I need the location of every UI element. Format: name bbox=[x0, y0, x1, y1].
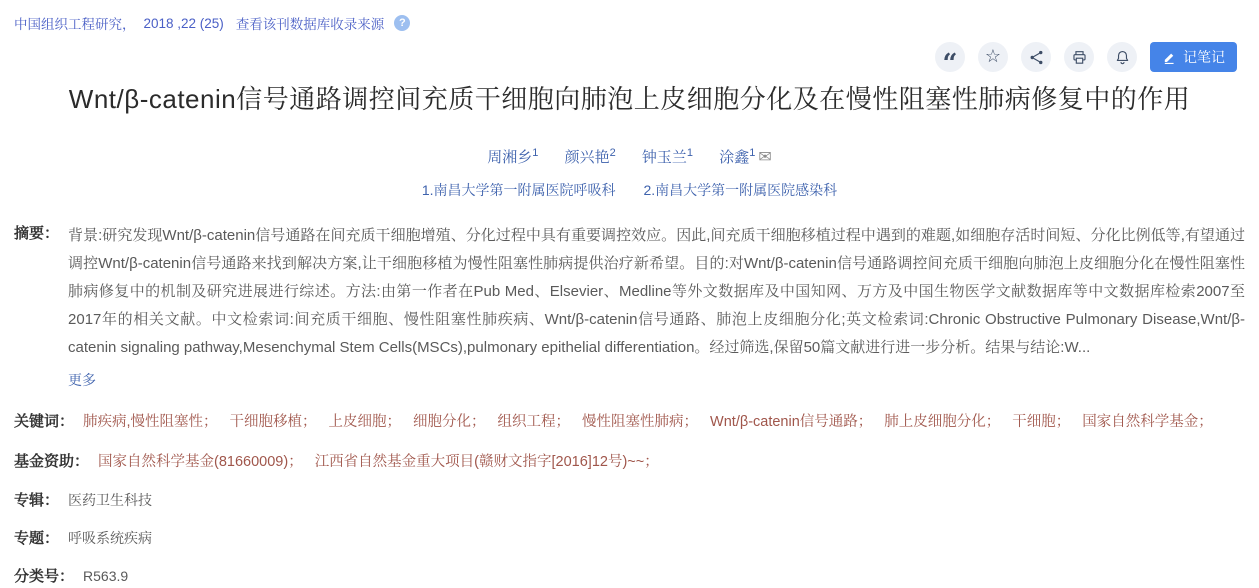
star-icon: ☆ bbox=[984, 45, 1002, 66]
affiliations-row bbox=[0, 180, 1259, 200]
abstract-section bbox=[0, 222, 1259, 395]
abstract-text: 背景:研究发现Wnt/β-catenin信号通路在间充质干细胞增殖、分化过程中具有重要调控效应。因此,间充质干细胞移植过程中遇到的难题,如细胞存活时间短、分化比例低等,有望通过调控Wnt/β-catenin信号通路来找到解决方案,让干细胞移植为慢性阻塞性肺病提供治疗新希望。目的:对Wnt/β-catenin信号通路调控间充质干细胞向肺泡上皮细胞分化在慢性阻塞性肺病修复中的机制及研究进展进行综述。方法:由第一作者在Pub Med、Elsevier、Medline等外文数据库及中国知网、万方及中国生物医学文献数据库等中文数据库检索2007至2017年的相关文献。中文检索词:间充质干细胞、慢性阻塞性肺疾病、Wnt/β-catenin信号通路、肺泡上皮细胞分化;英文检索词:Chronic Obstructive Pulmonary Disease,Wnt/β-catenin signaling pathway,Mesenchymal Stem Cells(MSCs),pulmonary epithelial differentiation。经过筛选,保留50篇文献进行进一步分析。结果与结论:W... bbox=[68, 227, 1245, 356]
journal-name-link[interactable]: 中国组织工程研究， bbox=[14, 17, 136, 32]
topic-label: 专题： bbox=[14, 530, 60, 547]
classification-row bbox=[0, 565, 1259, 588]
authors-row bbox=[0, 146, 1259, 167]
funding-label: 基金资助： bbox=[14, 453, 90, 470]
keyword-link[interactable]: 上皮细胞 ； bbox=[329, 414, 402, 430]
author-name: 涂鑫 bbox=[719, 149, 750, 166]
more-link[interactable]: 更多 bbox=[68, 372, 97, 388]
keyword-link[interactable]: 肺疾病,慢性阻塞性 ； bbox=[83, 414, 218, 430]
author-link[interactable] bbox=[565, 149, 616, 166]
article-title: Wnt/β-catenin信号通路调控间充质干细胞向肺泡上皮细胞分化及在慢性阻塞性肺病修复中的作用 bbox=[68, 84, 1191, 114]
keyword-link[interactable]: 细胞分化 ； bbox=[413, 414, 486, 430]
keyword-link[interactable]: 肺上皮细胞分化 ； bbox=[884, 414, 1000, 430]
keyword-link[interactable]: 干细胞移植 ； bbox=[230, 414, 317, 430]
share-icon bbox=[1028, 49, 1045, 66]
author-affiliation-sup: 1 bbox=[686, 147, 694, 159]
author-link[interactable] bbox=[719, 149, 772, 166]
author-link[interactable] bbox=[642, 149, 693, 166]
bell-icon bbox=[1114, 49, 1131, 66]
take-notes-label: 记笔记 bbox=[1183, 49, 1225, 65]
abstract-body bbox=[68, 222, 1245, 395]
author-affiliation-sup: 1 bbox=[749, 147, 756, 159]
keywords-list bbox=[83, 410, 1225, 434]
funding-list bbox=[98, 450, 671, 474]
keyword-link[interactable]: 国家自然科学基金 ； bbox=[1082, 414, 1213, 430]
keywords-section bbox=[0, 410, 1259, 434]
keyword-link[interactable]: 组织工程 ； bbox=[498, 414, 571, 430]
classification-value: R563.9 bbox=[83, 568, 129, 584]
author-name: 钟玉兰 bbox=[641, 149, 687, 166]
keyword-link[interactable]: Wnt/β-catenin信号通路 ； bbox=[710, 414, 872, 430]
classification-label: 分类号： bbox=[14, 568, 75, 585]
author-name: 颜兴艳 bbox=[564, 149, 610, 166]
pencil-icon bbox=[1162, 50, 1177, 65]
journal-info-bar bbox=[0, 0, 1259, 33]
keyword-link[interactable]: 干细胞 ； bbox=[1012, 414, 1070, 430]
album-row bbox=[0, 489, 1259, 512]
author-affiliation-sup: 1 bbox=[532, 147, 539, 159]
journal-source-link[interactable]: 查看该刊数据库收录来源 bbox=[235, 17, 385, 32]
album-label: 专辑： bbox=[14, 492, 60, 509]
journal-issue: 2018 ,22 (25) bbox=[143, 15, 224, 31]
email-icon[interactable]: ✉ bbox=[758, 149, 772, 166]
funding-link[interactable]: 国家自然科学基金(81660009) ； bbox=[98, 454, 303, 470]
favorite-button[interactable] bbox=[978, 42, 1008, 72]
album-value: 医药卫生科技 bbox=[68, 492, 153, 508]
print-button[interactable] bbox=[1064, 42, 1094, 72]
author-name: 周湘乡 bbox=[487, 149, 533, 166]
affiliation-link[interactable]: 1.南昌大学第一附属医院呼吸科 bbox=[421, 182, 616, 198]
help-icon[interactable]: ? bbox=[394, 15, 410, 31]
affiliation-link[interactable]: 2.南昌大学第一附属医院感染科 bbox=[643, 182, 838, 198]
keyword-link[interactable]: 慢性阻塞性肺病 ； bbox=[582, 414, 698, 430]
topic-row bbox=[0, 527, 1259, 550]
cite-button[interactable] bbox=[935, 42, 965, 79]
author-affiliation-sup: 2 bbox=[609, 147, 616, 159]
share-button[interactable] bbox=[1021, 42, 1051, 72]
author-link[interactable] bbox=[487, 149, 538, 166]
keywords-label: 关键词： bbox=[14, 413, 75, 430]
alert-button[interactable] bbox=[1107, 42, 1137, 72]
topic-value: 呼吸系统疾病 bbox=[68, 530, 153, 546]
quote-icon: “ bbox=[942, 49, 958, 79]
funding-section bbox=[0, 450, 1259, 474]
take-notes-button[interactable] bbox=[1150, 42, 1237, 72]
funding-link[interactable]: 江西省自然基金重大项目(赣财文指字[2016]12号)~~ ； bbox=[315, 454, 659, 470]
action-toolbar bbox=[935, 42, 1237, 79]
printer-icon bbox=[1071, 49, 1088, 66]
abstract-label: 摘要： bbox=[14, 225, 60, 242]
